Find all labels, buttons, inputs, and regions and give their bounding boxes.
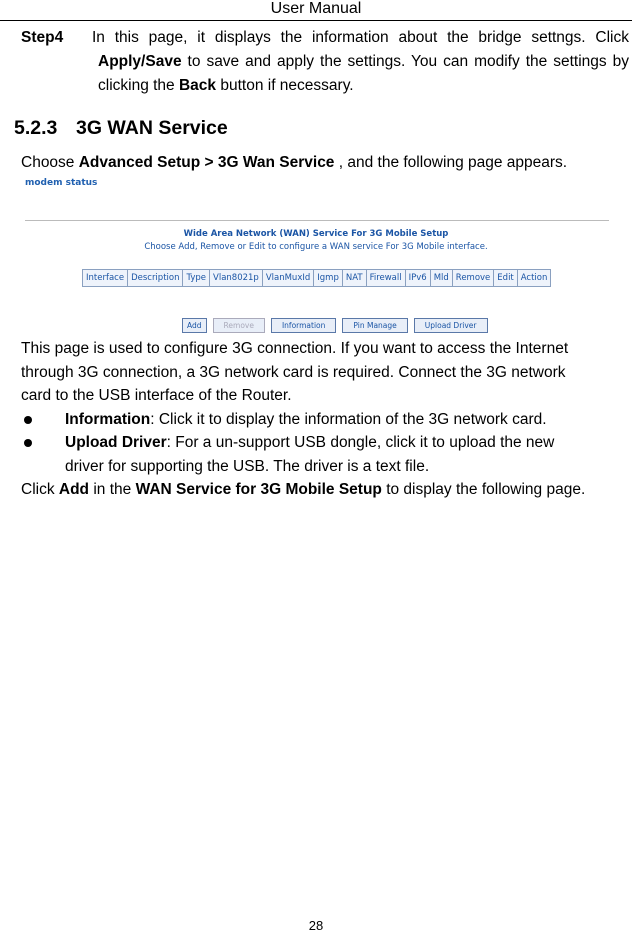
col-firewall: Firewall (367, 270, 406, 286)
step-text (92, 26, 629, 98)
bullet-information-label: Information (65, 410, 151, 428)
bullet-dot-icon (24, 416, 32, 424)
col-ipv6: IPv6 (406, 270, 431, 286)
col-description: Description (128, 270, 183, 286)
step-4 (21, 26, 629, 98)
step-back: Back (178, 77, 217, 94)
pin-manage-button[interactable]: Pin Manage (342, 318, 407, 333)
wan-subtitle: Choose Add, Remove or Edit to configure a WAN service For 3G Mobile interface. (144, 242, 488, 252)
body-line-3: card to the USB interface of the Router. (21, 387, 292, 404)
intro-text-1: Choose (21, 154, 79, 171)
body-line-2: through 3G connection, a 3G network card is required. Connect the 3G network (21, 363, 566, 381)
bullet-upload-text-2: driver for supporting the USB. The driver is a text file. (65, 457, 430, 475)
wan-table-header (82, 269, 551, 287)
click-add-line (21, 478, 629, 502)
step-text-4: button if necessary. (216, 77, 354, 94)
intro-menu-path: Advanced Setup > 3G Wan Service (78, 154, 335, 171)
embedded-screenshot (20, 176, 612, 340)
col-vlan8021p: Vlan8021p (210, 270, 263, 286)
information-button[interactable]: Information (271, 318, 336, 333)
col-edit: Edit (494, 270, 517, 286)
click-text-2: in the (89, 481, 136, 498)
col-type: Type (183, 270, 210, 286)
bullet-upload-text: : For a un-support USB dongle, click it to upload the new (166, 434, 555, 451)
click-add: Add (58, 481, 90, 498)
step-text-1: In this page, it displays the information about the bridge settngs. Click (92, 29, 629, 46)
remove-button[interactable]: Remove (213, 318, 265, 333)
step-apply-save: Apply/Save (98, 53, 182, 70)
col-action: Action (518, 270, 551, 286)
divider (25, 220, 609, 221)
col-igmp: Igmp (314, 270, 343, 286)
col-nat: NAT (343, 270, 367, 286)
page-number: 28 (308, 918, 324, 933)
step-label: Step4 (21, 29, 64, 46)
step-text-2: to save and apply the settings. You can modify the settings (181, 53, 607, 70)
page-header (0, 0, 632, 21)
body-line-1: This page is used to configure 3G connection. If you want to access the Internet (21, 340, 569, 357)
bullet-information (21, 408, 629, 432)
bullet-dot-icon (24, 439, 32, 447)
section-title: 3G WAN Service (76, 117, 228, 139)
col-remove: Remove (453, 270, 495, 286)
col-vlanmuxid: VlanMuxId (263, 270, 314, 286)
intro-text-2: , and the following page appears. (334, 154, 568, 171)
intro-paragraph (21, 152, 567, 174)
bullet-information-text: : Click it to display the information of the 3G network card. (150, 410, 547, 428)
col-interface: Interface (83, 270, 128, 286)
col-mld: Mld (431, 270, 453, 286)
body-text (21, 337, 629, 502)
wan-title: Wide Area Network (WAN) Service For 3G Mobile Setup (183, 229, 449, 239)
section-heading (14, 117, 228, 140)
bullet-upload-driver (21, 431, 629, 478)
section-number: 5.2.3 (14, 117, 58, 139)
bullet-upload-label: Upload Driver (65, 434, 167, 451)
click-text-1: Click (21, 481, 59, 498)
modem-status-link[interactable]: modem status (25, 178, 98, 188)
upload-driver-button[interactable]: Upload Driver (414, 318, 488, 333)
click-wan-service: WAN Service for 3G Mobile Setup (135, 481, 382, 498)
wan-buttons (182, 318, 488, 333)
add-button[interactable]: Add (182, 318, 207, 333)
step-text-3: by clicking the (98, 53, 629, 94)
click-text-3: to display the following page. (381, 481, 586, 498)
header-title: User Manual (270, 0, 362, 17)
